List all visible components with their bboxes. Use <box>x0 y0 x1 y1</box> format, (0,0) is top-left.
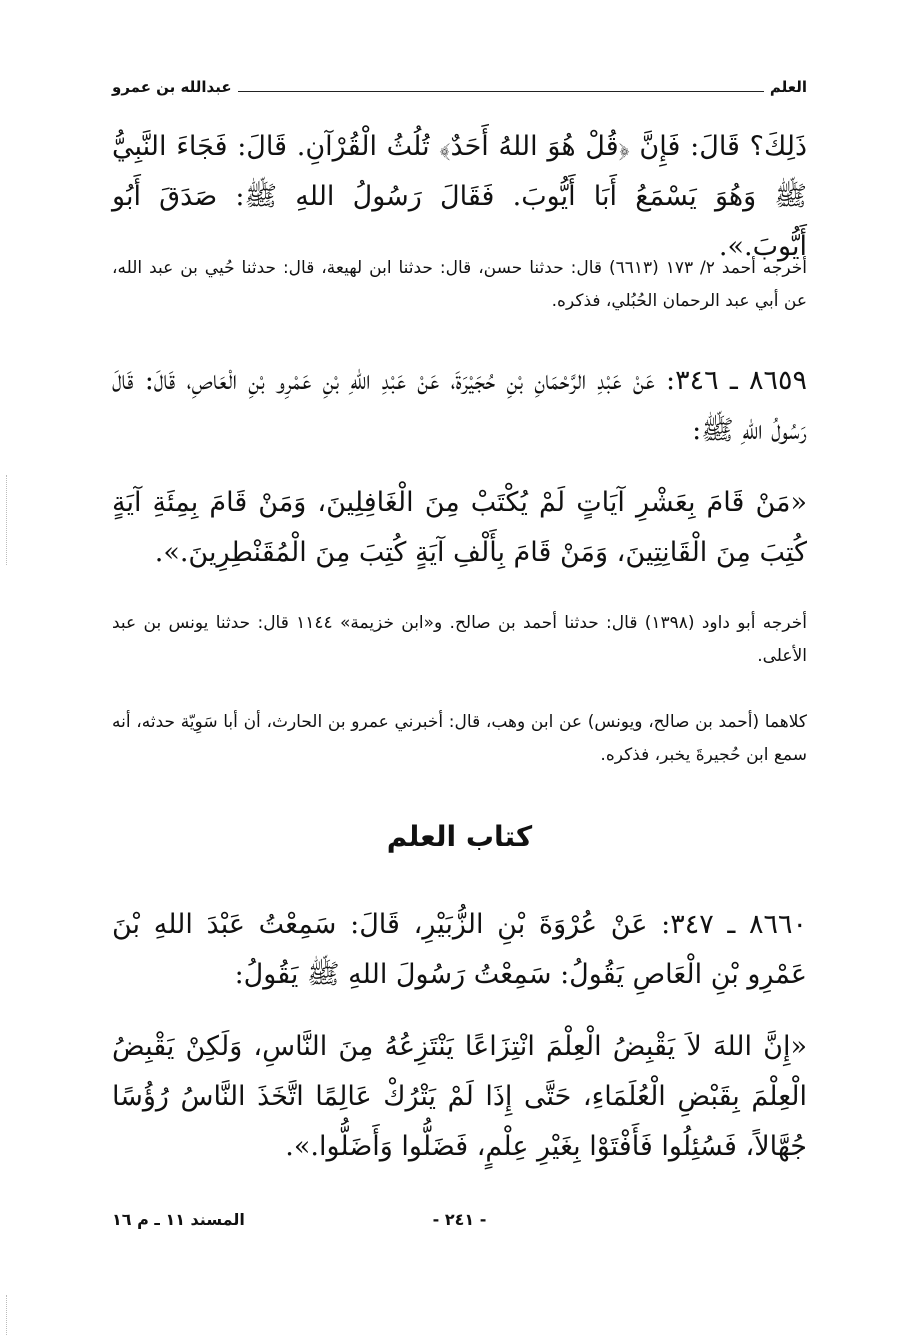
running-header <box>112 72 807 102</box>
hadith-continuation: ذَلِكَ؟ قَالَ: فَإِنَّ ﴿قُلْ هُوَ اللهُ أَحَدٌ﴾ تُلُثُ الْقُرْآنِ. قَالَ: فَجَاءَ النَّبِيُّ ﷺ وَهُوَ يَسْمَعُ أَبَا أَيُّوبَ. فَقَالَ رَسُولُ اللهِ ﷺ: صَدَقَ أَبُو أَيُّوبَ.». <box>112 131 807 262</box>
hadith-8659-isnad: ٨٦٥٩ ـ ٣٤٦: عَنْ عَبْدِ الرَّحْمَانِ بْنِ حُجَيْرَةَ، عَنْ عَبْدِ اللهِ بْنِ عَمْرِو بْنِ الْعَاصِ، قَالَ: قَالَ رَسُولُ اللهِ ﷺ: <box>112 365 807 446</box>
section-title: كتاب العلم <box>386 820 533 853</box>
page-number: - ٢٤١ - <box>432 1210 487 1229</box>
takhrij-note-2: أخرجه أبو داود (١٣٩٨) قال: حدثنا أحمد بن صالح. و«ابن خزيمة» ١١٤٤ قال: حدثنا يونس بن عبد الأعلى. <box>112 613 807 666</box>
print-signature: المسند ١١ ـ م ١٦ <box>112 1210 245 1229</box>
hadith-8660-matn: «إِنَّ اللهَ لاَ يَقْبِضُ الْعِلْمَ انْتِزَاعًا يَنْتَزِعُهُ مِنَ النَّاسِ، وَلَكِنْ يَقْبِضُ الْعِلْمَ بِقَبْضِ الْعُلَمَاءِ، حَتَّى إِذَا لَمْ يَتْرُكْ عَالِمًا اتَّخَذَ النَّاسُ رُؤُسًا جُهَّالاً، فَسُئِلُوا فَأَفْتَوْا بِغَيْرِ عِلْمٍ، فَضَلُّوا وَأَضَلُّوا.». <box>112 1031 807 1162</box>
scan-margin-artifact <box>6 475 11 565</box>
header-companion-name: عبدالله بن عمرو <box>112 78 232 96</box>
scan-margin-artifact <box>6 1295 11 1335</box>
hadith-8659-matn: «مَنْ قَامَ بِعَشْرِ آيَاتٍ لَمْ يُكْتَبْ مِنَ الْغَافِلِينَ، وَمَنْ قَامَ بِمِئَةِ آيَةٍ كُتِبَ مِنَ الْقَانِتِينَ، وَمَنْ قَامَ بِأَلْفِ آيَةٍ كُتِبَ مِنَ الْمُقَنْطِرِينَ.». <box>112 487 807 568</box>
takhrij-note-1: أخرجه أحمد ٢/ ١٧٣ (٦٦١٣) قال: حدثنا حسن، قال: حدثنا ابن لهيعة، قال: حدثنا حُيي بن عبد الله، عن أبي عبد الرحمان الحُبُلي، فذكره. <box>112 258 808 311</box>
header-rule <box>238 91 764 92</box>
header-chapter-title: العلم <box>769 78 807 96</box>
hadith-8660-isnad: ٨٦٦٠ ـ ٣٤٧: عَنْ عُرْوَةَ بْنِ الزُّبَيْرِ، قَالَ: سَمِعْتُ عَبْدَ اللهِ بْنَ عَمْرِو بْنِ الْعَاصِ يَقُولُ: سَمِعْتُ رَسُولَ اللهِ ﷺ يَقُولُ: <box>112 909 808 990</box>
takhrij-note-3: كلاهما (أحمد بن صالح، ويونس) عن ابن وهب، قال: أخبرني عمرو بن الحارث، أن أبا سَوِيّة حدثه، أنه سمع ابن حُجيرةَ يخبر، فذكره. <box>112 712 807 765</box>
page-footer <box>112 1210 807 1240</box>
